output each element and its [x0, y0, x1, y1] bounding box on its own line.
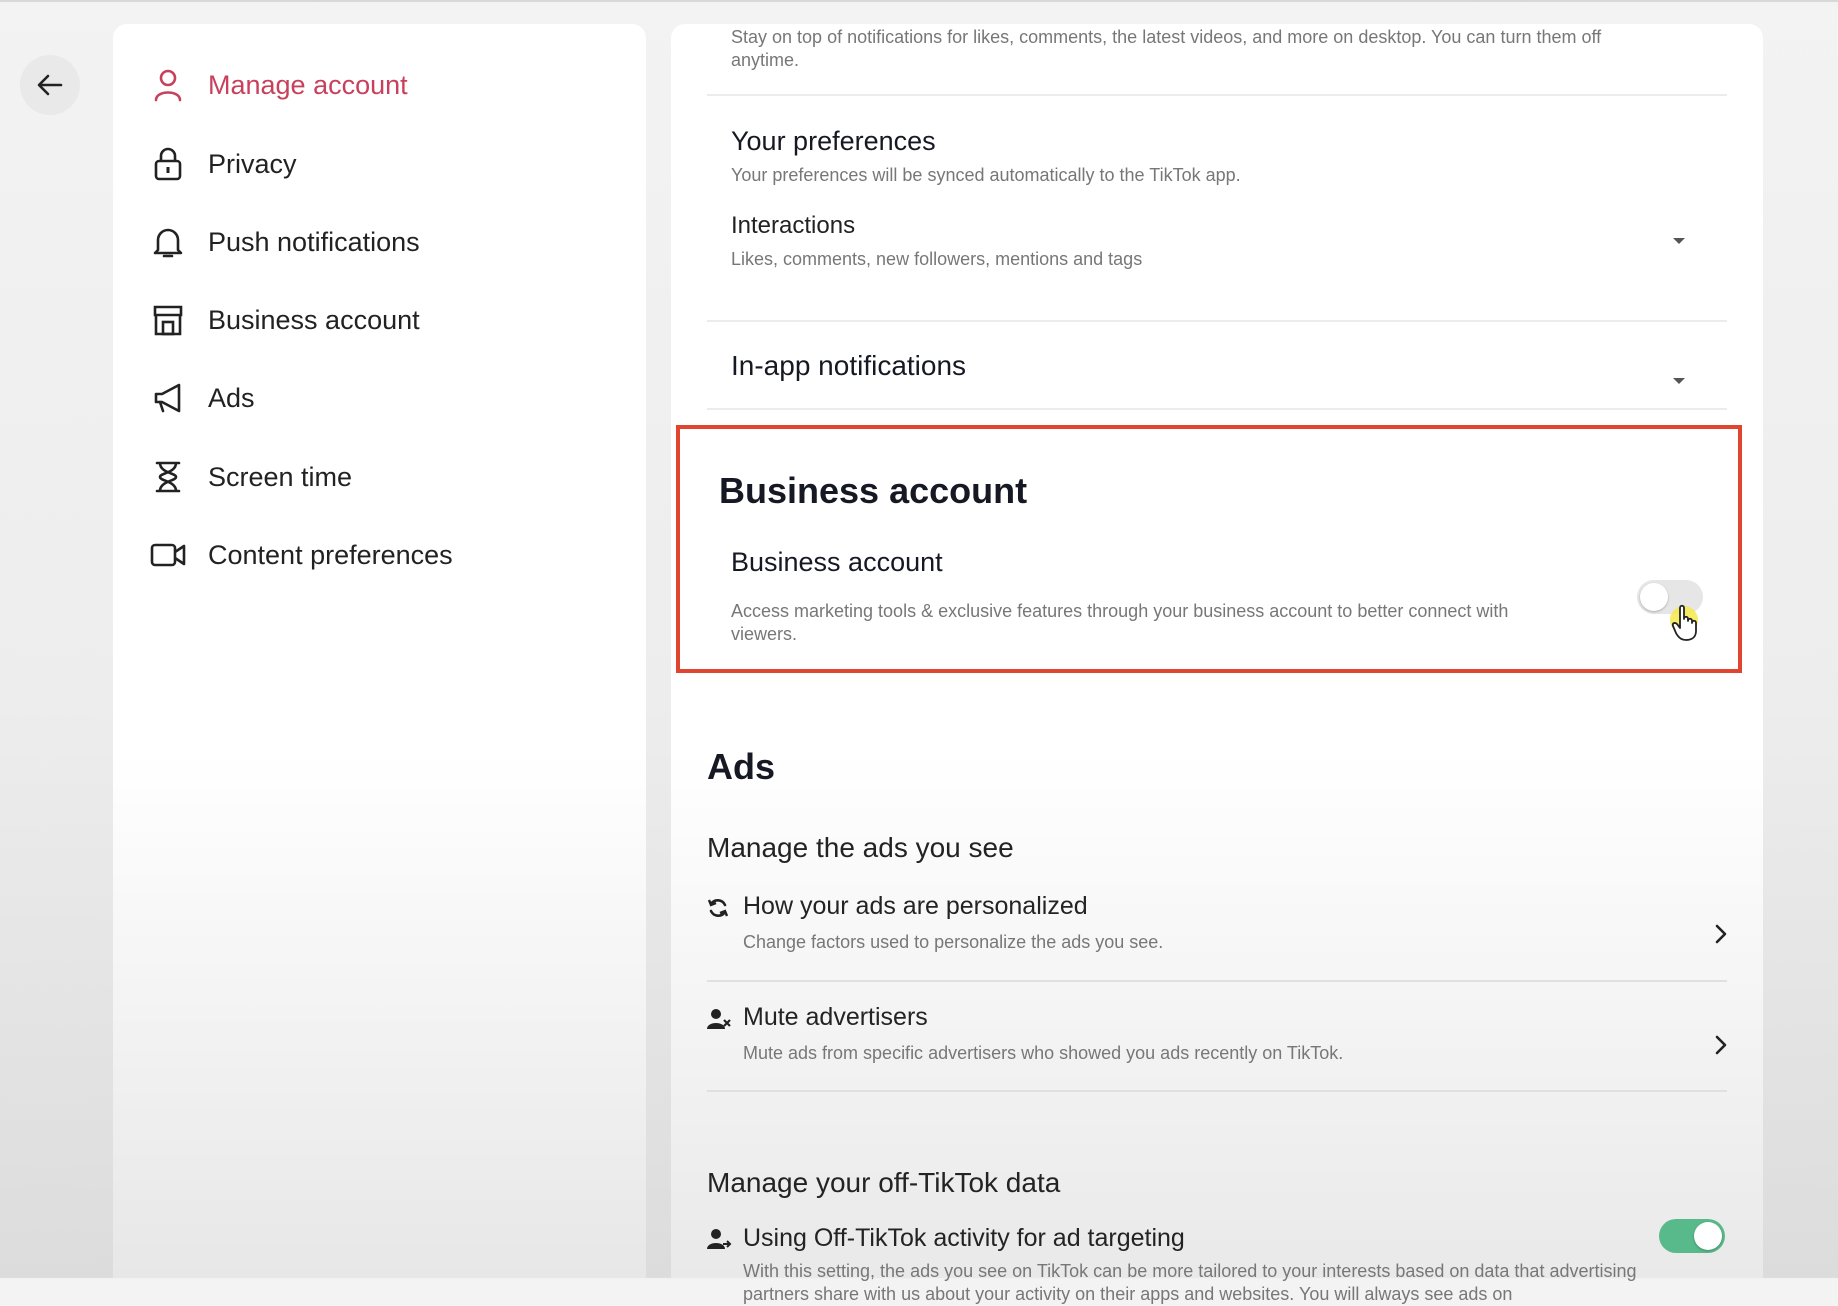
sidebar-item-label: Push notifications — [208, 226, 420, 257]
off-tiktok-activity-title: Using Off-TikTok activity for ad targeting — [743, 1224, 1185, 1252]
ads-personalized-title[interactable]: How your ads are personalized — [743, 892, 1088, 920]
preferences-description: Your preferences will be synced automatically to the TikTok app. — [731, 165, 1241, 185]
refresh-icon — [707, 897, 729, 919]
business-account-section-title: Business account — [719, 470, 1028, 511]
sidebar-item-push-notifications[interactable] — [150, 212, 420, 272]
hand-cursor-icon — [1670, 602, 1702, 642]
settings-sidebar — [113, 24, 646, 1278]
back-button[interactable] — [20, 55, 80, 115]
chevron-right-icon[interactable] — [1714, 1034, 1728, 1056]
ads-personalized-description: Change factors used to personalize the ads you see. — [743, 932, 1164, 952]
sidebar-item-business-account[interactable] — [150, 290, 420, 350]
business-account-row-description: Access marketing tools & exclusive features through your business account to better connect with viewers. — [731, 601, 1509, 644]
off-tiktok-activity-description: With this setting, the ads you see on TikTok can be more tailored to your interests based on data that advertising partners share with us about your activity on their apps and websites. You will always see ads on — [743, 1261, 1637, 1304]
caret-down-icon[interactable] — [1671, 376, 1687, 386]
interactions-title: Interactions — [731, 212, 856, 239]
off-tiktok-data-title: Manage your off-TikTok data — [707, 1167, 1061, 1198]
top-divider — [0, 0, 1838, 2]
divider — [707, 980, 1727, 982]
storefront-icon — [150, 302, 186, 338]
preferences-title: Your preferences — [731, 126, 936, 156]
divider — [707, 94, 1727, 96]
sidebar-item-manage-account[interactable] — [150, 55, 408, 115]
interactions-description: Likes, comments, new followers, mentions and tags — [731, 249, 1143, 269]
mute-advertisers-title[interactable]: Mute advertisers — [743, 1003, 928, 1031]
person-mute-icon — [707, 1008, 731, 1030]
lock-icon — [150, 146, 186, 182]
in-app-notifications-title[interactable]: In-app notifications — [731, 350, 967, 381]
arrow-left-icon — [35, 70, 65, 100]
sidebar-item-content-preferences[interactable] — [150, 525, 453, 585]
hourglass-icon — [150, 459, 186, 495]
person-icon — [150, 67, 186, 103]
sidebar-item-label: Business account — [208, 304, 420, 335]
mute-advertisers-description: Mute ads from specific advertisers who showed you ads recently on TikTok. — [743, 1043, 1344, 1063]
off-tiktok-activity-toggle[interactable] — [1659, 1219, 1725, 1253]
divider — [707, 320, 1727, 322]
ads-section-title: Ads — [707, 746, 776, 787]
chevron-right-icon[interactable] — [1714, 923, 1728, 945]
highlight-box — [676, 425, 1742, 673]
divider — [707, 408, 1727, 410]
business-account-row-title: Business account — [731, 547, 943, 577]
megaphone-icon — [150, 380, 186, 416]
sidebar-item-privacy[interactable] — [150, 134, 297, 194]
video-camera-icon — [150, 537, 186, 573]
toggle-knob — [1694, 1222, 1722, 1250]
sidebar-item-label: Screen time — [208, 461, 353, 492]
bell-icon — [150, 224, 186, 260]
caret-down-icon[interactable] — [1671, 236, 1687, 246]
push-notifications-description: Stay on top of notifications for likes, comments, the latest videos, and more on desktop. You can turn them off anytime. — [731, 27, 1602, 70]
sidebar-item-ads[interactable] — [150, 368, 255, 428]
manage-ads-title: Manage the ads you see — [707, 832, 1014, 863]
person-data-icon — [707, 1228, 731, 1250]
sidebar-item-label: Privacy — [208, 148, 297, 179]
divider — [707, 1090, 1727, 1092]
sidebar-item-label: Content preferences — [208, 539, 453, 570]
sidebar-item-label: Ads — [208, 382, 255, 413]
sidebar-item-screen-time[interactable] — [150, 447, 352, 507]
sidebar-item-label: Manage account — [208, 69, 408, 100]
